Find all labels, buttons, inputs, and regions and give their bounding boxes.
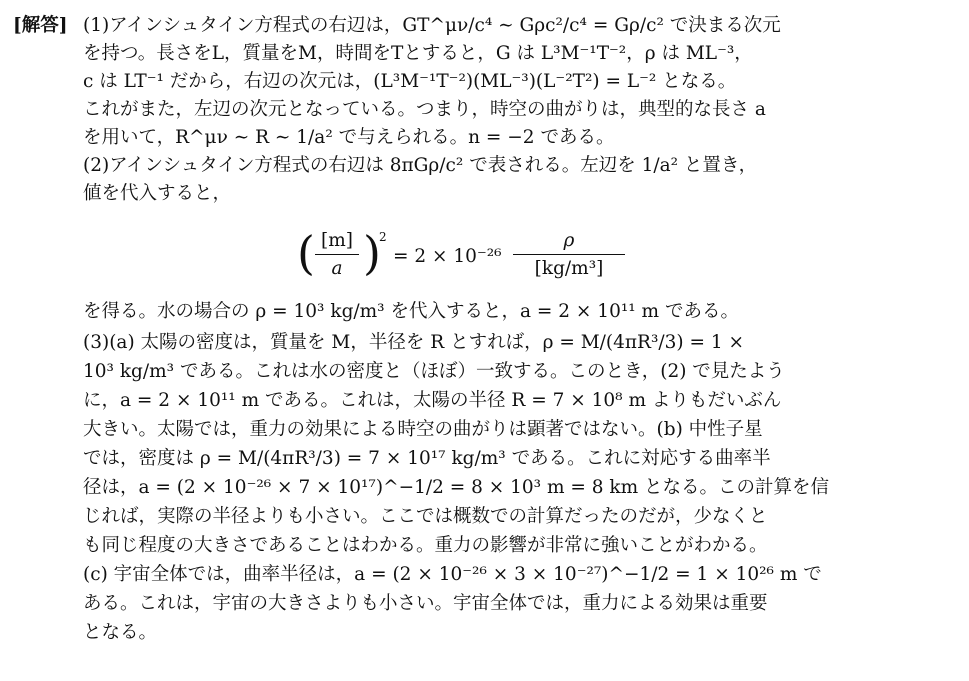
text-line-9: (3)(a) 太陽の密度は，質量を M，半径を R とすれば，ρ = M/(4πR³/3) = 1 × — [83, 332, 745, 353]
text-line-1: (1)アインシュタイン方程式の右辺は，GT^μν/c⁴ ∼ Gρc²/c⁴ = Gρ/c² で決まる次元 — [83, 15, 781, 36]
answer-label: [解答] — [13, 15, 68, 36]
lhs-numerator: [m] — [315, 228, 359, 255]
text-line-6: (2)アインシュタイン方程式の右辺は 8πGρ/c² で表される。左辺を 1/a² と置き， — [83, 155, 758, 176]
text-line-8: を得る。水の場合の ρ = 10³ kg/m³ を代入すると，a = 2 × 10¹¹ m である。 — [83, 301, 739, 322]
text-line-5: を用いて，R^μν ∼ R ∼ 1/a² で与えられる。n = −2 である。 — [83, 127, 615, 148]
rhs-coefficient: = 2 × 10⁻²⁶ — [393, 246, 502, 267]
left-paren: ( — [297, 226, 315, 280]
right-paren: ) — [363, 226, 381, 280]
text-line-10: 10³ kg/m³ である。これは水の密度と（ほぼ）一致する。このとき，(2) で見たよう — [83, 361, 785, 382]
text-line-4: これがまた，左辺の次元となっている。つまり，時空の曲がりは，典型的な長さ a — [83, 99, 766, 120]
rhs-fraction — [513, 228, 625, 283]
rhs-numerator: ρ — [513, 228, 625, 255]
text-line-19: となる。 — [83, 622, 158, 643]
text-line-2: を持つ。長さをL，質量をM，時間をTとすると，G は L³M⁻¹T⁻²，ρ は ML⁻³， — [83, 43, 753, 64]
lhs-exponent: 2 — [379, 230, 387, 244]
display-equation — [297, 228, 657, 288]
text-line-16: も同じ程度の大きさであることはわかる。重力の影響が非常に強いことがわかる。 — [83, 535, 768, 556]
text-line-3: c は LT⁻¹ だから，右辺の次元は，(L³M⁻¹T⁻²)(ML⁻³)(L⁻²T²) = L⁻² となる。 — [83, 71, 737, 92]
rhs-denominator: [kg/m³] — [534, 258, 604, 279]
text-line-17: (c) 宇宙全体では，曲率半径は，a = (2 × 10⁻²⁶ × 3 × 10⁻²⁷)^−1/2 = 1 × 10²⁶ m で — [83, 564, 822, 585]
text-line-12: 大きい。太陽では，重力の効果による時空の曲がりは顕著ではない。(b) 中性子星 — [83, 419, 763, 440]
lhs-fraction — [315, 228, 359, 283]
lhs-denominator: a — [331, 258, 343, 279]
text-line-11: に，a = 2 × 10¹¹ m である。これは，太陽の半径 R = 7 × 10⁸ m よりもだいぶん — [83, 390, 782, 411]
text-line-15: じれば，実際の半径よりも小さい。ここでは概数での計算だったのだが，少なくと — [83, 506, 768, 527]
text-line-14: 径は，a = (2 × 10⁻²⁶ × 7 × 10¹⁷)^−1/2 = 8 × 10³ m = 8 km となる。この計算を信 — [83, 477, 830, 498]
text-line-13: では，密度は ρ = M/(4πR³/3) = 7 × 10¹⁷ kg/m³ である。これに対応する曲率半 — [83, 448, 771, 469]
text-line-7: 値を代入すると， — [83, 183, 232, 204]
text-line-18: ある。これは，宇宙の大きさよりも小さい。宇宙全体では，重力による効果は重要 — [83, 593, 768, 614]
